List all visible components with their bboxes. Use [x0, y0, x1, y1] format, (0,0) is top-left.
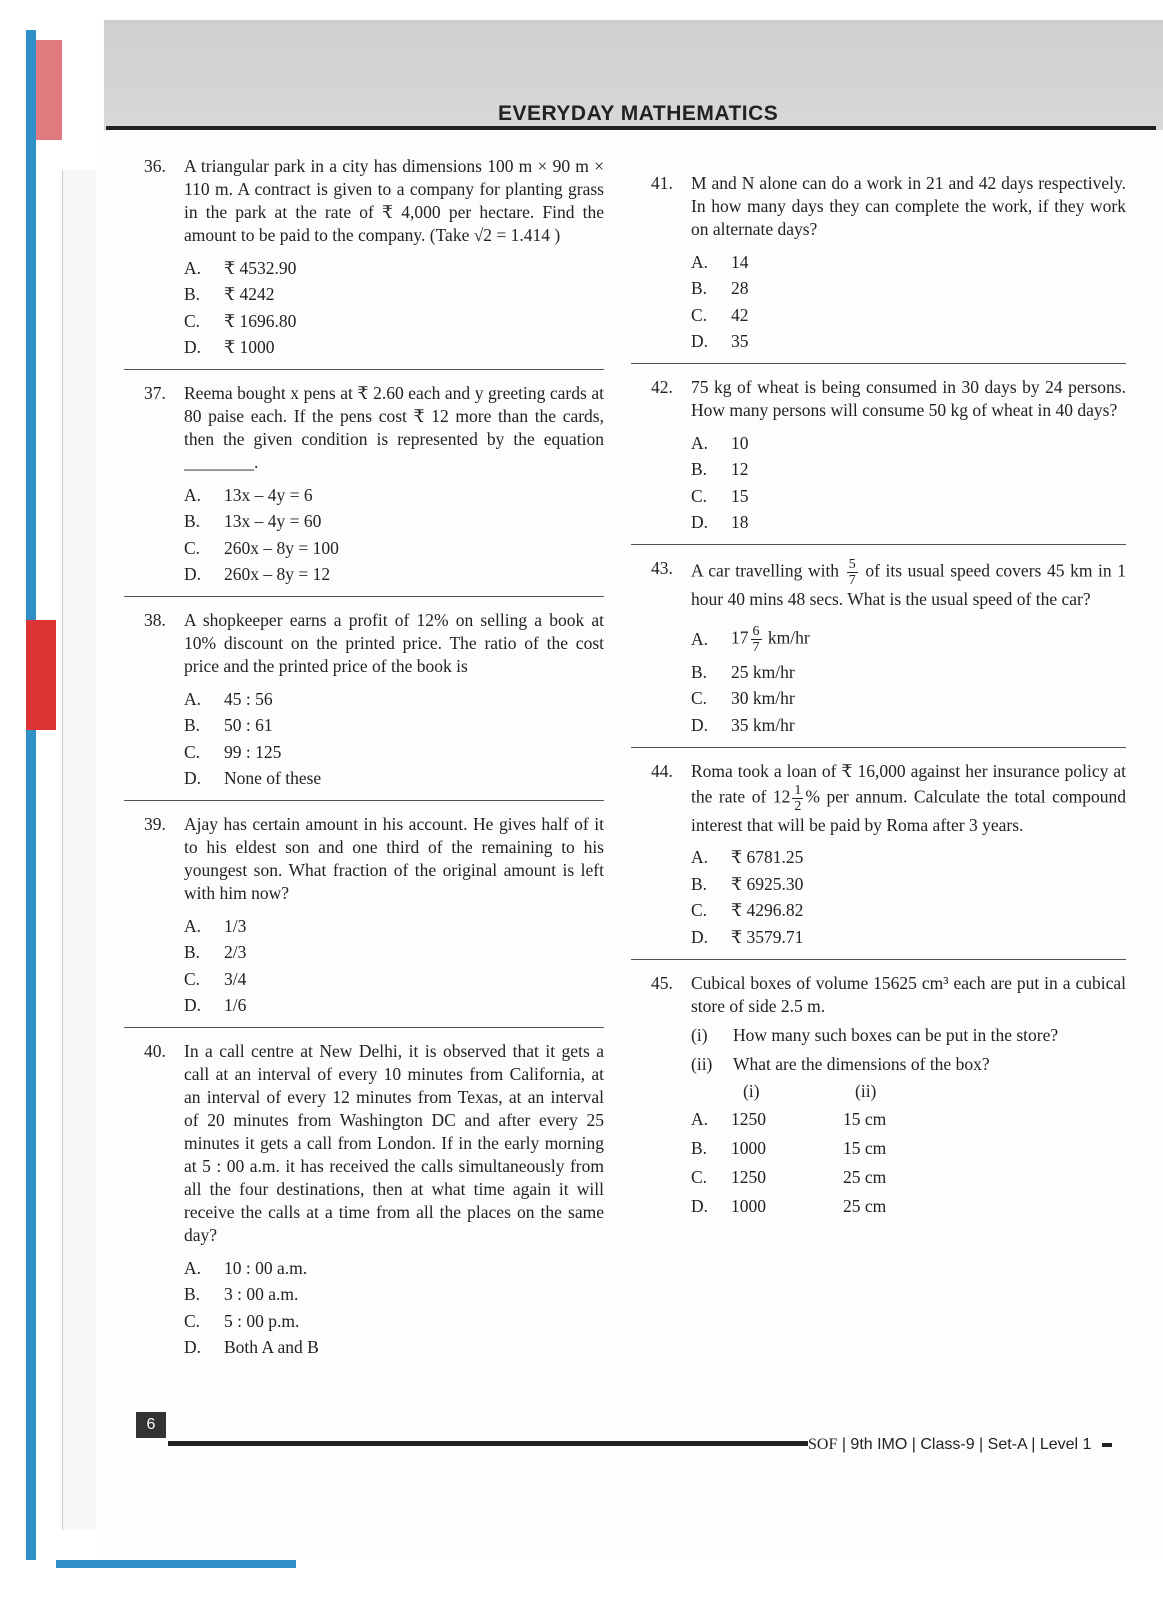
option-letter: D.	[184, 337, 202, 358]
question-number: 45.	[651, 972, 673, 993]
option[interactable]	[691, 659, 1126, 686]
option-value: 260x – 8y = 100	[224, 537, 339, 558]
options	[184, 686, 604, 792]
option[interactable]	[184, 713, 604, 740]
option-letter: B.	[691, 661, 708, 682]
option-letter: D.	[691, 331, 709, 352]
edge-bottom-strip	[56, 1560, 296, 1568]
sub-question-label: (ii)	[691, 1053, 713, 1074]
fraction	[847, 557, 858, 588]
sub-question	[691, 1024, 1126, 1047]
option[interactable]	[184, 766, 604, 793]
option[interactable]	[691, 1134, 1126, 1163]
option-letter: C.	[691, 485, 708, 506]
option-value: 14	[731, 251, 749, 272]
option-letter: D.	[691, 714, 709, 735]
option-value: 3 : 00 a.m.	[224, 1284, 299, 1305]
option-value: 2/3	[224, 942, 247, 963]
option-value-i: 1250	[731, 1166, 766, 1187]
option-letter: B.	[691, 459, 708, 480]
option-letter: C.	[184, 1310, 201, 1331]
right-column	[651, 172, 1126, 1221]
question-number: 36.	[144, 156, 166, 176]
footer-brand: SOF	[808, 1436, 838, 1453]
option[interactable]	[184, 562, 604, 589]
question-divider	[631, 747, 1126, 748]
option-letter: C.	[184, 310, 201, 331]
option[interactable]	[184, 966, 604, 993]
option-letter: B.	[691, 1137, 708, 1158]
question-42	[651, 376, 1126, 536]
option[interactable]	[184, 482, 604, 509]
question-41	[651, 172, 1126, 355]
question-divider	[124, 1027, 604, 1028]
option-letter: C.	[691, 1166, 708, 1187]
question-45	[651, 972, 1126, 1221]
option-value: 45 : 56	[224, 688, 273, 709]
question-number: 44.	[651, 760, 673, 781]
question-number: 43.	[651, 558, 673, 578]
option-letter: A.	[691, 432, 709, 453]
sub-question	[691, 1053, 1126, 1076]
option-letter: D.	[691, 512, 709, 533]
option-column-heads	[691, 1080, 1126, 1103]
option[interactable]	[691, 430, 1126, 457]
options	[184, 482, 604, 588]
option[interactable]	[691, 924, 1126, 951]
question-divider	[124, 596, 604, 597]
option[interactable]	[184, 335, 604, 362]
option-value: ₹ 4296.82	[731, 900, 804, 921]
question-number: 38.	[144, 610, 166, 630]
option-letter: B.	[184, 511, 201, 532]
question-39	[144, 813, 604, 1019]
question-text-part: % per annum. Calculate the total compound interest that will be paid by Roma after 3 years.	[691, 786, 1126, 835]
option-value: 35	[731, 331, 749, 352]
option[interactable]	[691, 712, 1126, 739]
option-value: ₹ 6781.25	[731, 847, 804, 868]
option-letter: B.	[184, 942, 201, 963]
fraction-denominator: 7	[752, 639, 760, 655]
option-value-ii: 25 cm	[843, 1166, 887, 1187]
question-divider	[124, 800, 604, 801]
question-text	[691, 760, 1126, 837]
options	[184, 913, 604, 1019]
option-value: 13x – 4y = 6	[224, 484, 313, 505]
option-value: 5 : 00 p.m.	[224, 1310, 300, 1331]
option-value: 30 km/hr	[731, 688, 795, 709]
question-text: In a call centre at New Delhi, it is observed that it gets a call at an interval of every 10 minutes from California, at an interval of every 12 minutes from Texas, at an interval of 20 minutes from Washington DC and after every 25 minutes it gets a call from London. If in the early morning at 5 : 00 a.m. it has received the calls simultaneously from all the four destinations, then at what time again it will receive the calls at a time from all the places on the same day?	[184, 1041, 604, 1245]
option-value: 1/6	[224, 995, 247, 1016]
option[interactable]	[184, 993, 604, 1020]
fraction	[792, 783, 803, 814]
footer-dash	[1102, 1443, 1112, 1447]
option-value-ii: 15 cm	[843, 1137, 887, 1158]
option-value: ₹ 6925.30	[731, 873, 804, 894]
option[interactable]	[184, 1308, 604, 1335]
edge-tab	[26, 620, 56, 730]
option[interactable]	[691, 898, 1126, 925]
options	[691, 845, 1126, 951]
question-divider	[631, 363, 1126, 364]
option-letter: A.	[691, 847, 709, 868]
option[interactable]	[691, 457, 1126, 484]
option-value-i: 1000	[731, 1195, 766, 1216]
header-rule	[106, 126, 1156, 130]
sub-question-text: How many such boxes can be put in the store?	[733, 1024, 1059, 1045]
question-divider	[631, 959, 1126, 960]
option[interactable]	[691, 619, 1126, 659]
option[interactable]	[691, 1163, 1126, 1192]
option-letter: D.	[184, 564, 202, 585]
question-text: A triangular park in a city has dimensions 100 m × 90 m × 110 m. A contract is given to a company for planting grass in the park at the rate of ₹ 4,000 per hectare. Find the amount to be paid to the company. (Take √2 = 1.414 )	[184, 156, 604, 245]
option-value: ₹ 3579.71	[731, 926, 804, 947]
option[interactable]	[184, 739, 604, 766]
fraction-numerator: 1	[794, 782, 802, 798]
option-letter: C.	[691, 688, 708, 709]
question-text: M and N alone can do a work in 21 and 42 days respectively. In how many days they can complete the work, if they work on alternate days?	[691, 173, 1126, 239]
question-number: 42.	[651, 377, 673, 397]
option[interactable]	[184, 1255, 604, 1282]
option[interactable]	[184, 255, 604, 282]
footer-rule	[168, 1441, 808, 1446]
options	[184, 1255, 604, 1361]
option-letter: C.	[184, 741, 201, 762]
column-head: (i)	[743, 1080, 760, 1101]
option[interactable]	[691, 249, 1126, 276]
options	[184, 255, 604, 361]
option-letter: C.	[691, 304, 708, 325]
option-value: ₹ 4532.90	[224, 257, 297, 278]
option-value	[731, 624, 810, 655]
option-letter: A.	[184, 257, 202, 278]
option-letter: B.	[184, 284, 201, 305]
option-letter: D.	[184, 995, 202, 1016]
left-column	[144, 155, 604, 1361]
option[interactable]	[184, 282, 604, 309]
option[interactable]	[184, 535, 604, 562]
mixed-whole: 17	[731, 627, 749, 648]
option-letter: A.	[691, 628, 709, 649]
option[interactable]	[184, 1282, 604, 1309]
option-letter: D.	[184, 1337, 202, 1358]
option-letter: C.	[691, 900, 708, 921]
option[interactable]	[691, 845, 1126, 872]
option[interactable]	[184, 686, 604, 713]
fraction-numerator: 6	[752, 623, 760, 639]
option-letter: C.	[184, 537, 201, 558]
option-value-ii: 25 cm	[843, 1195, 887, 1216]
question-44	[651, 760, 1126, 951]
option[interactable]	[691, 510, 1126, 537]
option-value: 10	[731, 432, 749, 453]
option-value: ₹ 4242	[224, 284, 275, 305]
footer-info: | 9th IMO | Class-9 | Set-A | Level 1	[841, 1436, 1092, 1453]
question-text: Ajay has certain amount in his account. He gives half of it to his eldest son and one third of the remaining to his youngest son. What fraction of the original amount is left with him now?	[184, 814, 604, 903]
option-letter: A.	[184, 688, 202, 709]
option-letter: D.	[691, 1195, 709, 1216]
question-text-part: Roma took a loan of ₹ 16,000 against her insurance policy at the rate of 12	[691, 760, 1126, 807]
option-value: Both A and B	[224, 1337, 319, 1358]
option-value: 10 : 00 a.m.	[224, 1257, 308, 1278]
sub-question-text: What are the dimensions of the box?	[733, 1053, 990, 1074]
question-text: 75 kg of wheat is being consumed in 30 days by 24 persons. How many persons will consume 50 kg of wheat in 40 days?	[691, 377, 1126, 420]
question-text	[691, 557, 1126, 611]
option-letter: B.	[184, 1284, 201, 1305]
option-value: 42	[731, 304, 749, 325]
options	[691, 619, 1126, 739]
sub-question-label: (i)	[691, 1024, 708, 1045]
question-40	[144, 1040, 604, 1361]
option-value: 15	[731, 485, 749, 506]
option-value: 99 : 125	[224, 741, 282, 762]
option[interactable]	[691, 302, 1126, 329]
page-title: EVERYDAY MATHEMATICS	[498, 102, 779, 125]
question-36	[144, 155, 604, 361]
option-letter: A.	[184, 915, 202, 936]
question-text: Reema bought x pens at ₹ 2.60 each and y greeting cards at 80 paise each. If the pens cost ₹ 12 more than the cards, then the given condition is represented by the equation ________.	[184, 383, 604, 472]
option-letter: B.	[691, 873, 708, 894]
option[interactable]	[691, 1105, 1126, 1134]
option-value: None of these	[224, 768, 322, 789]
option-letter: B.	[691, 278, 708, 299]
option-letter: A.	[184, 1257, 202, 1278]
option-value: 12	[731, 459, 749, 480]
option[interactable]	[184, 913, 604, 940]
question-text: A shopkeeper earns a profit of 12% on selling a book at 10% discount on the printed price. The ratio of the cost price and the printed price of the book is	[184, 610, 604, 676]
question-number: 39.	[144, 814, 166, 834]
question-divider	[124, 369, 604, 370]
option[interactable]	[184, 1335, 604, 1362]
question-text: Cubical boxes of volume 15625 cm³ each are put in a cubical store of side 2.5 m.	[691, 972, 1126, 1016]
option-value: 25 km/hr	[731, 661, 795, 682]
option[interactable]	[691, 276, 1126, 303]
option-value-i: 1000	[731, 1137, 766, 1158]
question-number: 40.	[144, 1041, 166, 1061]
option-letter: D.	[184, 768, 202, 789]
footer	[808, 1436, 1112, 1454]
option-letter: A.	[691, 251, 709, 272]
option-value: 50 : 61	[224, 715, 273, 736]
option[interactable]	[691, 329, 1126, 356]
options	[691, 1105, 1126, 1221]
option-value-ii: 15 cm	[843, 1108, 887, 1129]
question-text-part: of its usual speed covers 45 km in 1 hour 40 mins 48 secs. What is the usual speed of the car?	[691, 560, 1127, 609]
option-value: 3/4	[224, 968, 247, 989]
question-number: 37.	[144, 383, 166, 403]
option-letter: A.	[184, 484, 202, 505]
option-value: ₹ 1000	[224, 337, 275, 358]
option-value: 260x – 8y = 12	[224, 564, 331, 585]
option[interactable]	[184, 308, 604, 335]
fraction-denominator: 7	[848, 573, 856, 588]
option-letter: C.	[184, 968, 201, 989]
unit: km/hr	[767, 627, 810, 648]
column-head: (ii)	[855, 1080, 877, 1101]
option-value: 13x – 4y = 60	[224, 511, 322, 532]
option-value: 35 km/hr	[731, 714, 795, 735]
edge-strip-blue	[26, 30, 36, 1560]
question-text-part: A car travelling with	[691, 560, 840, 581]
options	[691, 430, 1126, 536]
option-value: 18	[731, 512, 749, 533]
option[interactable]	[691, 1192, 1126, 1221]
edge-strip-red	[36, 40, 62, 140]
option[interactable]	[184, 509, 604, 536]
question-37	[144, 382, 604, 588]
page-sheet	[96, 20, 1163, 1560]
question-43	[651, 557, 1126, 739]
option-value: 1/3	[224, 915, 247, 936]
option[interactable]	[691, 483, 1126, 510]
fraction-numerator: 5	[848, 557, 856, 572]
option-value: 28	[731, 278, 749, 299]
page-number: 6	[136, 1412, 166, 1438]
fraction-denominator: 2	[794, 798, 802, 814]
option-letter: A.	[691, 1108, 709, 1129]
fraction	[751, 624, 762, 655]
option-value: ₹ 1696.80	[224, 310, 297, 331]
option-letter: D.	[691, 926, 709, 947]
option-letter: B.	[184, 715, 201, 736]
option[interactable]	[691, 686, 1126, 713]
option[interactable]	[691, 871, 1126, 898]
question-number: 41.	[651, 173, 673, 193]
question-divider	[631, 544, 1126, 545]
options	[691, 249, 1126, 355]
option[interactable]	[184, 940, 604, 967]
option-value-i: 1250	[731, 1108, 766, 1129]
question-38	[144, 609, 604, 792]
